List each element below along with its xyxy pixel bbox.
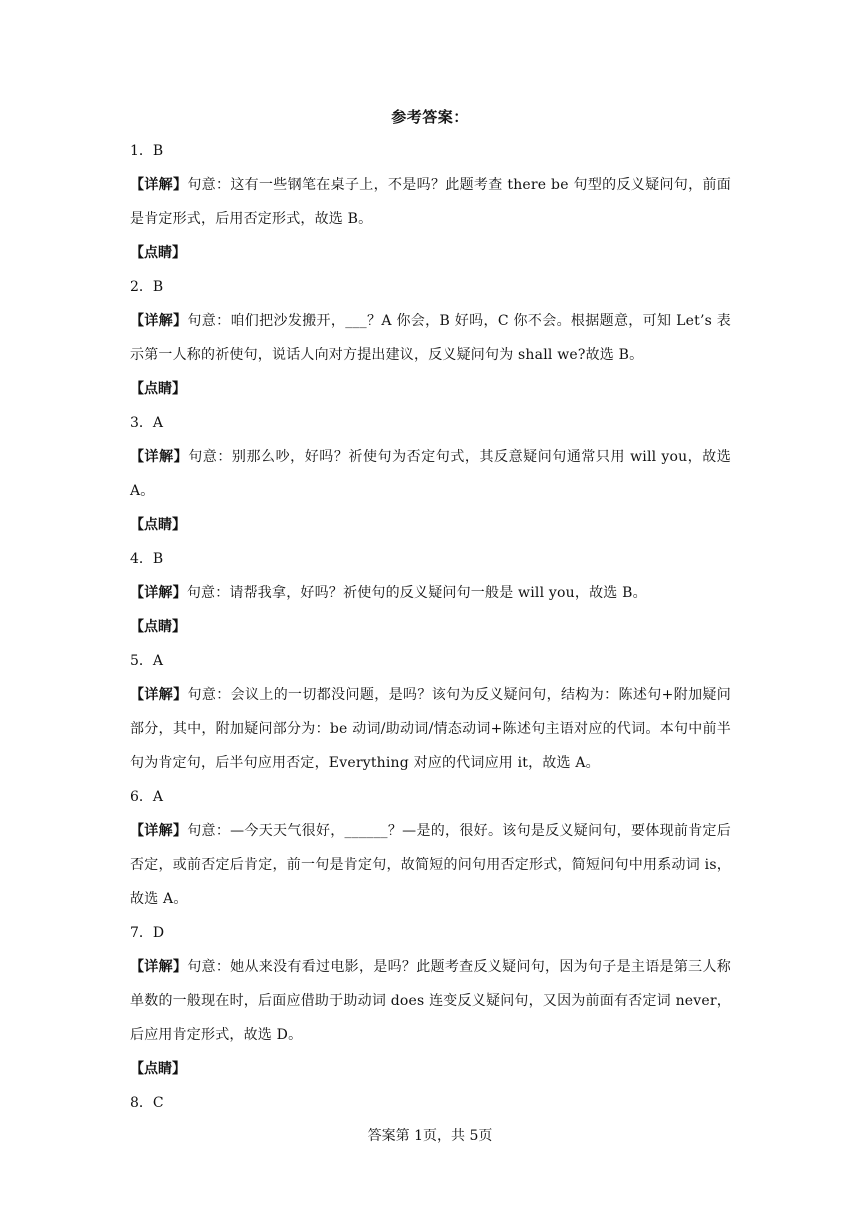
answer-number: 6．A: [130, 789, 164, 805]
pointer-tag: 【点睛】: [130, 245, 186, 261]
detail-text: 句意：—今天天气很好，______？—是的，很好。该句是反义疑问句，要体现前肯定后否定，或前否定后肯定，前一句是肯定句，故简短的问句用否定形式，简短问句中用系动词 is，故选 A。: [130, 823, 731, 907]
answer-detail: [130, 576, 731, 610]
answer-detail: [130, 168, 731, 236]
answer-detail: [130, 814, 731, 916]
detail-text: 句意：咱们把沙发搬开，___？A 你会，B 好吗，C 你不会。根据题意，可知 Let’s 表示第一人称的祈使句，说话人向对方提出建议，反义疑问句为 shall we?故选 B。: [130, 313, 731, 363]
detail-tag: 【详解】: [130, 585, 187, 601]
page-footer: 答案第 1页，共 5页: [367, 1128, 493, 1144]
detail-tag: 【详解】: [130, 823, 188, 839]
answer-number: 5．A: [130, 653, 164, 669]
detail-text: 句意：别那么吵，好吗？祈使句为否定句式，其反意疑问句通常只用 will you，故选 A。: [130, 449, 731, 499]
answer-number: 7．D: [130, 925, 165, 941]
pointer-tag: 【点睛】: [130, 381, 186, 397]
page-title: 参考答案：: [391, 108, 469, 126]
answer-number: 1．B: [130, 143, 164, 159]
detail-tag: 【详解】: [130, 687, 188, 703]
pointer-tag: 【点睛】: [130, 619, 186, 635]
answer-detail: [130, 304, 731, 372]
detail-text: 句意：请帮我拿，好吗？祈使句的反义疑问句一般是 will you，故选 B。: [186, 585, 647, 601]
detail-text: 句意：她从来没有看过电影，是吗？此题考查反义疑问句，因为句子是主语是第三人称单数的一般现在时，后面应借助于助动词 does 连变反义疑问句，又因为前面有否定词 never，后应用肯定形式，故选 D。: [130, 959, 731, 1043]
detail-text: 句意：会议上的一切都没问题，是吗？该句为反义疑问句，结构为：陈述句+附加疑问部分，其中，附加疑问部分为：be 动词/助动词/情态动词+陈述句主语对应的代词。本句中前半句为肯定句，后半句应用否定，Everything 对应的代词应用 it，故选 A。: [130, 687, 732, 771]
answer-detail: [130, 950, 731, 1052]
answer-list: [130, 134, 731, 1120]
pointer-tag: 【点睛】: [130, 1061, 186, 1077]
answer-number: 2．B: [130, 279, 164, 295]
answer-number: 8．C: [130, 1095, 164, 1111]
detail-tag: 【详解】: [130, 313, 188, 329]
detail-tag: 【详解】: [130, 959, 188, 975]
answer-number: 3．A: [130, 415, 164, 431]
pointer-tag: 【点睛】: [130, 517, 186, 533]
detail-tag: 【详解】: [130, 449, 189, 465]
detail-tag: 【详解】: [130, 177, 188, 193]
detail-text: 句意：这有一些钢笔在桌子上，不是吗？此题考查 there be 句型的反义疑问句，前面是肯定形式，后用否定形式，故选 B。: [130, 177, 731, 227]
answer-detail: [130, 440, 731, 508]
answer-detail: [130, 678, 731, 780]
answer-number: 4．B: [130, 551, 164, 567]
